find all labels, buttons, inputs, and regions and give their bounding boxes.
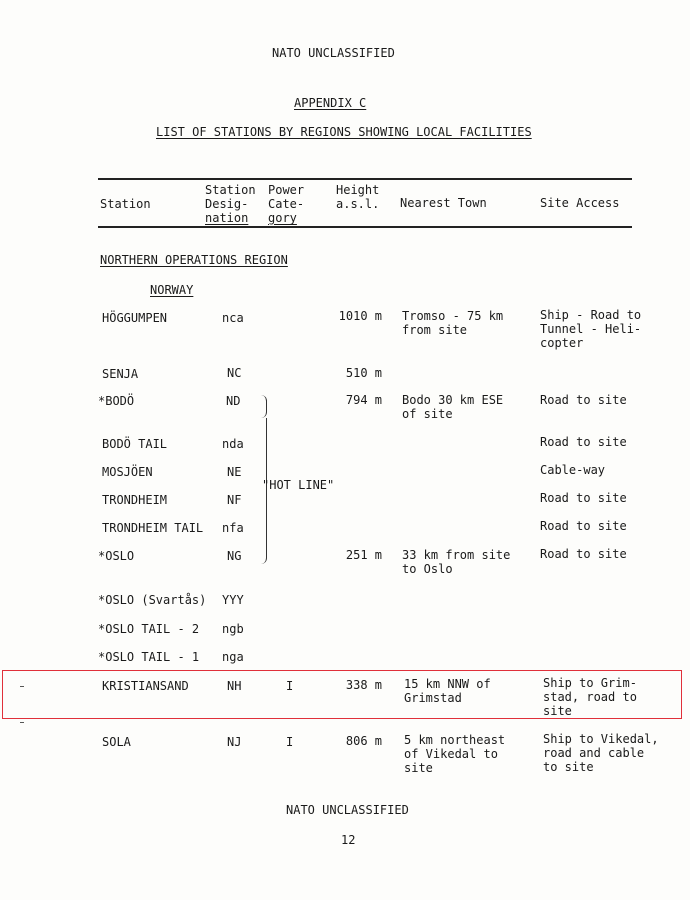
header-designation-line-3: nation (205, 211, 249, 225)
station-name: SENJA (102, 367, 139, 381)
header-height-line-2: a.s.l. (336, 197, 380, 211)
station-height: 1010 m (338, 309, 382, 323)
brace-segment (258, 395, 267, 418)
station-height: 338 m (345, 678, 382, 692)
station-name: HÖGGUMPEN (102, 311, 168, 325)
header-height (336, 183, 379, 211)
station-designation: nga (222, 650, 244, 664)
station-designation: NF (227, 493, 242, 507)
header-access: Site Access (540, 196, 620, 210)
site-access: Cable-way (540, 463, 606, 477)
station-name: KRISTIANSAND (102, 679, 189, 693)
header-power (268, 183, 304, 225)
table-top-rule (98, 178, 632, 180)
appendix-heading: APPENDIX C (294, 96, 367, 110)
station-name: TRONDHEIM TAIL (102, 521, 204, 535)
site-access: Road to site (540, 491, 627, 505)
station-name: BODÖ TAIL (102, 437, 168, 451)
station-designation: nfa (222, 521, 244, 535)
station-height: 251 m (345, 548, 382, 562)
station-designation: NJ (227, 735, 242, 749)
station-name: *OSLO TAIL - 2 (98, 622, 200, 636)
station-designation: ND (226, 394, 241, 408)
station-name: *OSLO TAIL - 1 (98, 650, 200, 664)
header-station: Station (100, 197, 151, 211)
header-power-line-1: Power (268, 183, 305, 197)
margin-mark (20, 722, 24, 723)
station-name: *OSLO (98, 549, 135, 563)
station-height: 794 m (345, 393, 382, 407)
classification-top: NATO UNCLASSIFIED (272, 46, 395, 60)
station-designation: NH (227, 679, 242, 693)
brace-segment (258, 418, 267, 482)
site-access: Ship to Grim- stad, road to site (543, 676, 637, 718)
station-designation: nda (222, 437, 244, 451)
station-name: MOSJÖEN (102, 465, 153, 479)
station-name: SOLA (102, 735, 131, 749)
nearest-town: 15 km NNW of Grimstad (404, 677, 491, 705)
station-designation: YYY (222, 593, 244, 607)
page-number: 12 (341, 833, 356, 847)
header-designation-line-1: Station (205, 183, 256, 197)
station-height: 806 m (345, 734, 382, 748)
margin-mark (20, 686, 24, 687)
station-designation: NE (227, 465, 242, 479)
country-heading: NORWAY (150, 283, 194, 297)
station-name: *OSLO (Svartås) (98, 593, 207, 607)
header-town: Nearest Town (400, 196, 487, 210)
list-title: LIST OF STATIONS BY REGIONS SHOWING LOCAL FACILITIES (156, 125, 532, 139)
station-name: TRONDHEIM (102, 493, 168, 507)
site-access: Road to site (540, 519, 627, 533)
site-access: Road to site (540, 435, 627, 449)
classification-bottom: NATO UNCLASSIFIED (286, 803, 409, 817)
station-designation: nca (222, 311, 244, 325)
nearest-town: Tromso - 75 km from site (402, 309, 504, 337)
station-designation: NC (227, 366, 242, 380)
header-designation-line-2: Desig- (205, 197, 249, 211)
header-height-line-1: Height (336, 183, 380, 197)
header-power-line-2: Cate- (268, 197, 305, 211)
nearest-town: Bodo 30 km ESE of site (402, 393, 504, 421)
brace-segment (258, 522, 267, 564)
power-category: I (286, 679, 294, 693)
site-access: Road to site (540, 547, 627, 561)
station-designation: ngb (222, 622, 244, 636)
station-designation: NG (227, 549, 242, 563)
table-header-rule (98, 226, 632, 228)
nearest-town: 33 km from site to Oslo (402, 548, 511, 576)
region-heading: NORTHERN OPERATIONS REGION (100, 253, 288, 267)
power-category: I (286, 735, 294, 749)
highlight-box (2, 670, 682, 719)
site-access: Ship to Vikedal, road and cable to site (543, 732, 659, 774)
hot-line-label: "HOT LINE" (262, 478, 335, 492)
station-name: *BODÖ (98, 394, 135, 408)
site-access: Road to site (540, 393, 627, 407)
header-designation (205, 183, 256, 225)
station-height: 510 m (345, 366, 382, 380)
nearest-town: 5 km northeast of Vikedal to site (404, 733, 506, 775)
site-access: Ship - Road to Tunnel - Heli- copter (540, 308, 642, 350)
header-power-line-3: gory (268, 211, 297, 225)
